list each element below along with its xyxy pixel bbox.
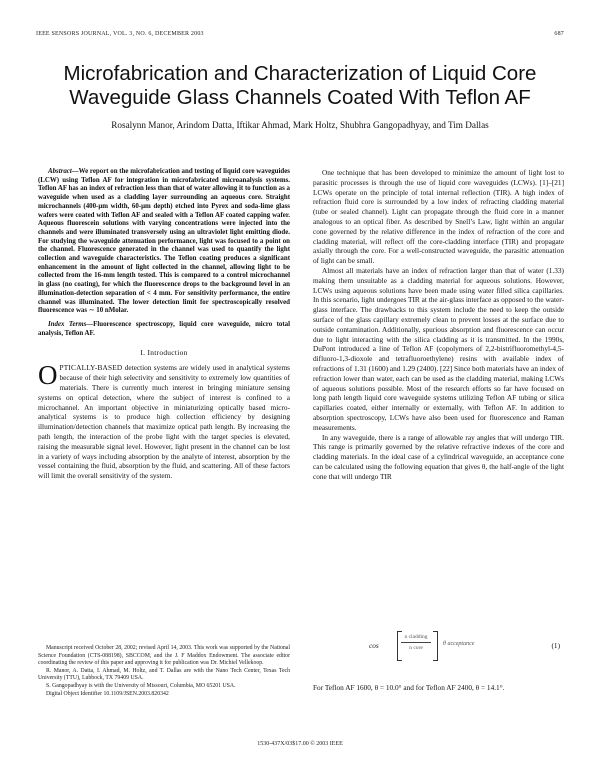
index-terms — [38, 321, 290, 338]
left-column — [38, 168, 290, 481]
author-list: Rosalynn Manor, Arindom Datta, Iftikar Ahmad, Mark Holtz, Shubhra Gangopadhyay, and Tim Dallas — [111, 120, 489, 130]
intro-caps: PTICALLY-BASED — [59, 363, 123, 373]
index-terms-text: Fluorescence spectroscopy, liquid core waveguide, micro total analysis, Teflon AF. — [38, 320, 290, 337]
abstract-lead: Abstract— — [48, 168, 79, 175]
equation-numerator: n cladding — [404, 634, 428, 640]
equation-number: (1) — [551, 641, 560, 650]
paragraph-2: Almost all materials have an index of refraction larger than that of water (1.33) making them unsuitable as a cladding material for aqueous solutions. However, LCWs using aqueous solutions have been made using water filled silica capillaries. In this scenario, light undergoes TIR at the air-glass interface as opposed to the water-glass interface. The drawbacks to this system include the need to keep the outside surface of the glass capillary extremely clean to prevent losses at the surface due to outside contamination. Additionally, spurious absorption and fluorescence can occur due to light interacting with the silica cladding as it is transmitted. In the 1990s, DuPont introduced a line of Teflon AF (copolymers of 2,2-bistrifluoromethyl-4,5-difluoro-1,3-dioxole and tetrafluoroethylene) resins with available index of refractions of 1.31 (1600) and 1.29 (2400). [22] Since both materials have an index of refraction lower than water, each can be used as the cladding material, making LCWs of aqueous solutions possible. Most of the research efforts so far have focused on long path length liquid core waveguide systems utilizing Teflon AF tubing or silica capillaries coated, either internally or externally, with Teflon AF. In addition to absorption spectroscopy, LCWs have also been used for fluorescence and Raman measurements. — [313, 265, 564, 432]
footnote-affiliation-1: R. Manor, A. Datta, I. Ahmad, M. Holtz, and T. Dallas are with the Nano Tech Center, Texas Tech University (TTU), Lubbock, TX 79409 USA. — [38, 667, 290, 682]
after-equation-text: For Teflon AF 1600, θ = 10.0° and for Teflon AF 2400, θ = 14.1°. — [313, 683, 505, 692]
fraction-bar — [401, 642, 431, 643]
equation-lhs: cos — [369, 641, 379, 650]
intro-text: detection systems are widely used in analytical systems because of their high selectivity and sensitivity to extremely low quantities of materials. There is currently much interest in bringing miniature sensing systems on optical detection, where the subject of interest is confined to a microchannel. An important objective in miniaturizing optically based micro-analytical systems is to produce high collection efficiency by designing illumination/detection channels that maximize optical path length. By increasing the path length, the interaction of the probe light with the target species is elevated, raising the measurable signal level. However, light present in the channel can be lost in a variety of ways including absorption by the analyte of interest, absorption by the vessel containing the fluid, absorption by the fluid, and scattering. All of these factors will limit the overall sensitivity of the system. — [38, 363, 290, 481]
abstract — [38, 168, 290, 316]
right-column — [313, 168, 564, 482]
paragraph-3: In any waveguide, there is a range of allowable ray angles that will undergo TIR. This range is primarily governed by the relative refractive indexes of the core and cladding materials. In the ideal case of a cylindrical waveguide, an acceptance cone can be calculated using the following equation that gives θ, the half-angle of the light cone that will undergo TIR — [313, 432, 564, 481]
section-heading: I. Introduction — [140, 348, 188, 358]
footnotes — [38, 645, 290, 698]
paragraph-1: One technique that has been developed to minimize the amount of light lost to parasitic processes is through the use of liquid core waveguides (LCWs). [1]–[21] LCWs operate on the principle of total internal reflection (TIR). A high index of refraction fluid core is surrounded by a low index of refracting cladding material (tube or sealed channel). Light can propagate through the fluid core in a manner analogous to an optical fiber. As described by Snell’s Law, light within an angular cone governed by the relative difference in the index of refraction of the core and cladding material, will reflect off the core-cladding interface (TIR) and propagate axially through the core. For a well-constructed waveguide, the parasitic attenuation of light can be small. — [313, 168, 564, 266]
equation-right-bracket — [433, 631, 438, 661]
drop-cap: O — [38, 360, 58, 391]
equation-1 — [313, 631, 564, 677]
page-number: 687 — [554, 31, 564, 37]
equation-denominator: n core — [409, 645, 423, 651]
equation-fraction — [401, 634, 431, 651]
title-line-2: Waveguide Glass Channels Coated With Teflon AF — [69, 86, 531, 109]
footnote-affiliation-2: S. Gangopadhyay is with the University of Missouri, Columbia, MO 65201 USA. — [46, 682, 236, 689]
paper-title — [20, 62, 580, 110]
abstract-text: We report on the microfabrication and testing of liquid core waveguides (LCW) using Teflon AF for integration in microfabricated microanalysis systems. Teflon AF has an index of refraction less than that of water allowing it to function as a waveguide when used as a cladding layer surrounding an aqueous core. Straight microchannels (400-μm width, 60-μm depth) etched into Pyrex and soda-lime glass wafers were coated with Teflon AF and sealed with a Teflon AF coated capping wafer. Aqueous fluorescein solutions with varying concentrations were injected into the channels and were illuminated transversely using an ultraviolet light emitting diode. For studying the waveguide attenuation performance, light was focused to a point on the channel. Fluorescence generated in the channel was used to quantify the light collection and waveguide characteristics. The Teflon coating produces a significant enhancement in the amount of light collected in the channel, allowing light to be collected from the 16-mm length tested. This is compared to a control microchannel in glass (no coating), for which the fluorescence drops to the background level in an illumination-detection separation of < 4 mm. For sensitivity performance, the entire channel was illuminated. The lower detection limit for spectroscopically resolved fluorescence was ∼ 10 nMolar. — [38, 168, 290, 315]
equation-rhs: θ acceptance — [443, 641, 475, 647]
title-line-1: Microfabrication and Characterization of Liquid Core — [63, 62, 537, 85]
footnote-doi: Digital Object Identifier 10.1109/JSEN.2003.820342 — [46, 690, 169, 697]
introduction-paragraph — [38, 360, 290, 481]
footnote-received: Manuscript received October 28, 2002; revised April 14, 2003. This work was supported by the National Science Foundation (CTS-088198), SBCCOM, and the J. F Maddox Endowment. The associate editor coordinating the review of this paper and approving it for publication was Dr. Michiel Vellekoop. — [38, 645, 290, 667]
journal-citation: IEEE SENSORS JOURNAL, VOL. 3, NO. 6, DECEMBER 2003 — [36, 31, 204, 37]
copyright-line: 1530-437X/03$17.00 © 2003 IEEE — [257, 741, 343, 747]
index-terms-lead: Index Terms— — [48, 320, 94, 328]
running-head — [36, 31, 564, 41]
